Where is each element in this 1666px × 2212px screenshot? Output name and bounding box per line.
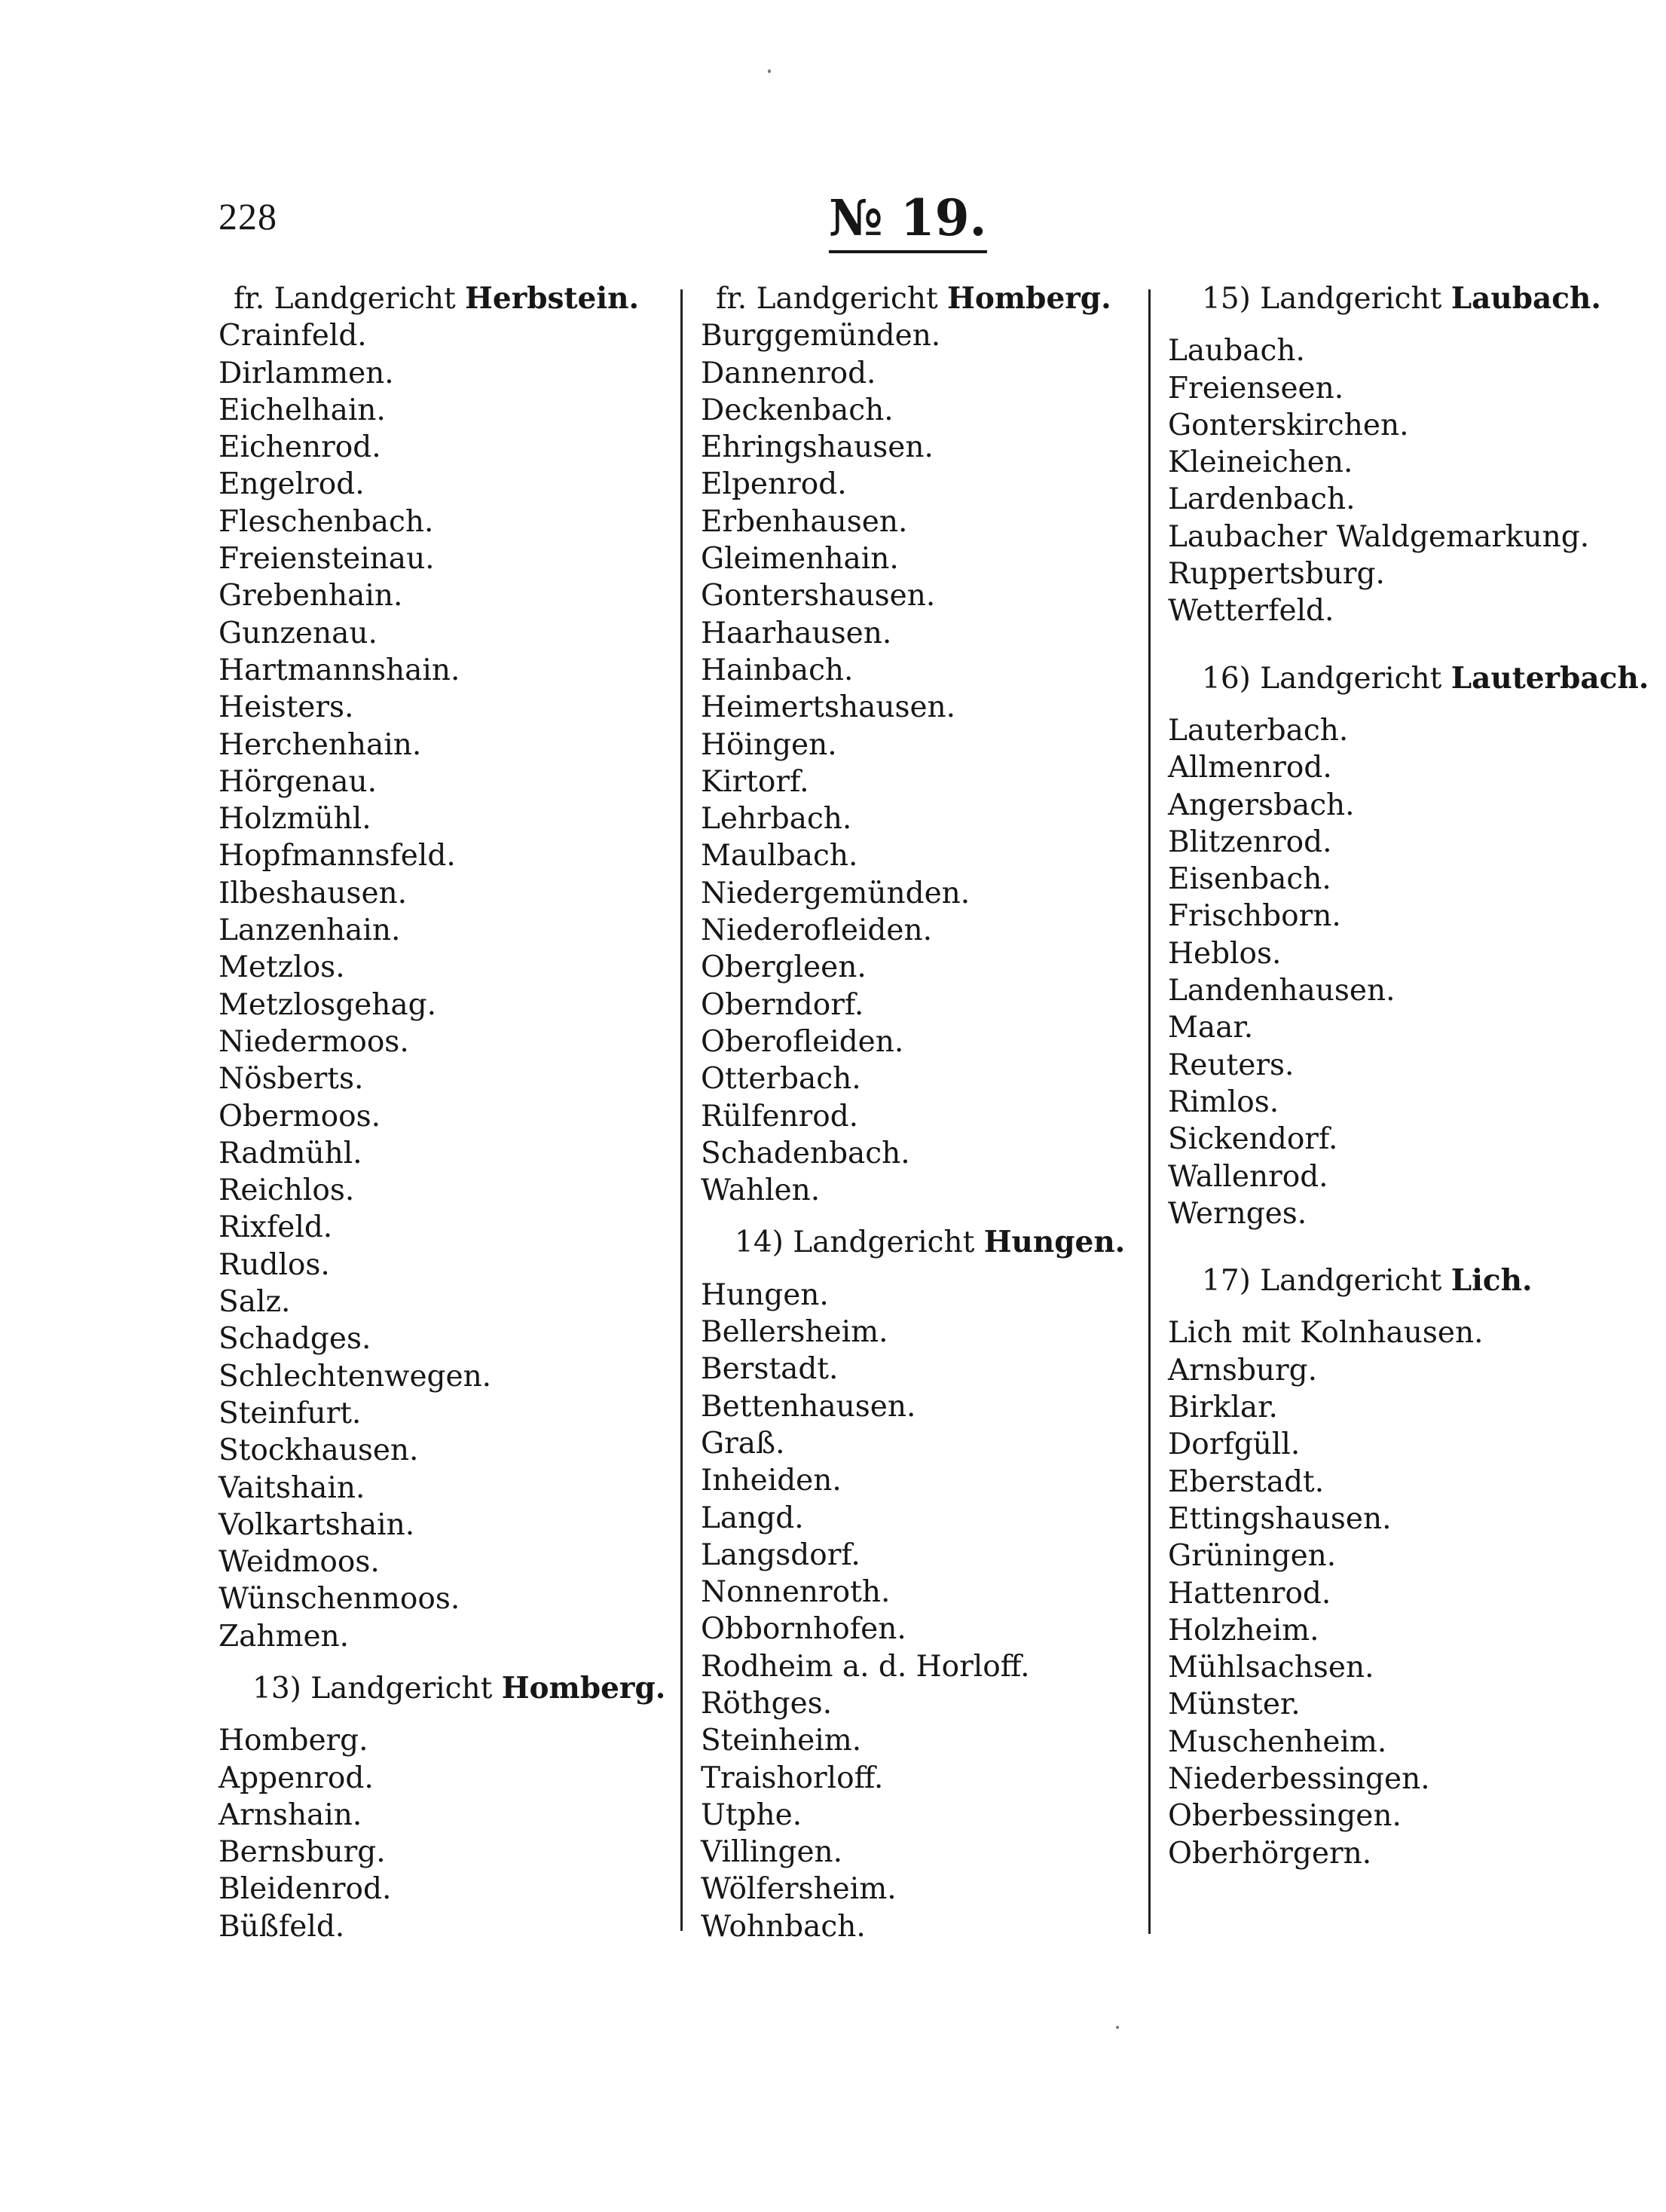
list-item: Blitzenrod. xyxy=(1168,825,1332,859)
heading-label: Landgericht xyxy=(756,282,938,316)
list-item: Kirtorf. xyxy=(701,764,809,799)
list-item: Rixfeld. xyxy=(219,1210,333,1245)
list-item: Bleidenrod. xyxy=(219,1872,392,1907)
list-item: Heimertshausen. xyxy=(701,690,956,725)
heading-label: Landgericht xyxy=(1260,661,1442,696)
list-item: Lauterbach. xyxy=(1168,713,1349,748)
list-item: Bettenhausen. xyxy=(701,1389,916,1424)
column-2 xyxy=(701,280,1130,1945)
heading-label: Landgericht xyxy=(1260,282,1442,316)
list-item: Gontershausen. xyxy=(701,579,936,613)
list-item: Zahmen. xyxy=(219,1619,350,1654)
list-item: Lardenbach. xyxy=(1168,482,1356,517)
heading-prefix: 14) xyxy=(735,1225,784,1260)
list-item: Obermoos. xyxy=(219,1099,381,1134)
list-item: Ehringshausen. xyxy=(701,430,934,465)
list-item: Nösberts. xyxy=(219,1062,364,1097)
heading-court: Lich. xyxy=(1450,1263,1533,1299)
list-item: Grüningen. xyxy=(1168,1539,1337,1574)
list-item: Schadenbach. xyxy=(701,1136,910,1170)
list-item: Wohnbach. xyxy=(701,1909,866,1944)
list-item: Engelrod. xyxy=(219,467,365,502)
list-item: Oberofleiden. xyxy=(701,1024,904,1059)
list-item: Holzheim. xyxy=(1168,1613,1319,1648)
list-item: Rülfenrod. xyxy=(701,1099,859,1134)
list-item: Weidmoos. xyxy=(219,1545,380,1580)
list-item: Höingen. xyxy=(701,727,837,762)
list-item: Deckenbach. xyxy=(701,393,894,427)
list-item: Herchenhain. xyxy=(219,727,422,762)
list-item: Gunzenau. xyxy=(219,616,378,650)
list-item: Frischborn. xyxy=(1168,899,1341,934)
list-item: Traishorloff. xyxy=(701,1761,884,1795)
print-speck xyxy=(1116,2026,1119,2029)
list-item: Ilbeshausen. xyxy=(219,876,408,910)
list-item: Gonterskirchen. xyxy=(1168,408,1409,442)
entry-list xyxy=(1168,332,1620,629)
list-item: Erbenhausen. xyxy=(701,504,908,539)
list-item: Niederofleiden. xyxy=(701,913,932,948)
list-item: Vaitshain. xyxy=(219,1470,365,1505)
list-item: Otterbach. xyxy=(701,1062,861,1097)
column-3 xyxy=(1168,280,1649,1872)
print-speck xyxy=(768,69,771,73)
list-item: Fleschenbach. xyxy=(219,504,434,539)
list-item: Schlechtenwegen. xyxy=(219,1359,492,1394)
list-item: Arnsburg. xyxy=(1168,1353,1318,1387)
list-item: Gleimenhain. xyxy=(701,542,899,577)
heading-prefix: 13) xyxy=(252,1671,301,1706)
list-item: Wünschenmoos. xyxy=(219,1582,460,1617)
heading-court: Herbstein. xyxy=(465,281,640,316)
heading-prefix: 17) xyxy=(1202,1264,1251,1299)
heading-prefix: fr. xyxy=(234,282,265,316)
section-heading-lauterbach xyxy=(1168,660,1649,697)
list-item: Lehrbach. xyxy=(701,802,852,837)
list-item: Obbornhofen. xyxy=(701,1612,906,1647)
entry-list xyxy=(701,1277,1130,1945)
heading-court: Homberg. xyxy=(501,1670,666,1706)
list-item: Lanzenhain. xyxy=(219,913,401,948)
list-item: Mühlsachsen. xyxy=(1168,1651,1374,1685)
list-item: Landenhausen. xyxy=(1168,974,1395,1008)
list-item: Metzlos. xyxy=(219,950,345,985)
list-item: Bellersheim. xyxy=(701,1315,888,1350)
list-item: Arnshain. xyxy=(219,1797,362,1832)
list-item: Rimlos. xyxy=(1168,1085,1279,1119)
list-item: Münster. xyxy=(1168,1687,1301,1722)
list-item: Kleineichen. xyxy=(1168,445,1353,480)
list-item: Holzmühl. xyxy=(219,802,371,837)
list-item: Obergleen. xyxy=(701,950,867,985)
list-item: Muschenheim. xyxy=(1168,1724,1387,1759)
list-item: Dirlammen. xyxy=(219,356,394,390)
list-item: Birklar. xyxy=(1168,1391,1278,1425)
column-1 xyxy=(219,280,666,1945)
list-item: Reichlos. xyxy=(219,1173,355,1208)
list-item: Wölfersheim. xyxy=(701,1872,897,1907)
list-item: Laubach. xyxy=(1168,334,1305,369)
list-item: Elpenrod. xyxy=(701,467,847,502)
list-item: Oberbessingen. xyxy=(1168,1799,1402,1834)
list-item: Hartmannshain. xyxy=(219,653,460,687)
heading-prefix: 15) xyxy=(1202,282,1251,316)
list-item: Burggemünden. xyxy=(701,319,941,353)
list-item: Heblos. xyxy=(1168,936,1282,971)
heading-label: Landgericht xyxy=(310,1671,493,1706)
list-item: Homberg. xyxy=(219,1724,368,1758)
heading-court: Lauterbach. xyxy=(1450,660,1649,696)
list-item: Wahlen. xyxy=(701,1173,821,1208)
list-item: Crainfeld. xyxy=(219,319,367,353)
section-heading-lich xyxy=(1168,1262,1620,1299)
heading-prefix: fr. xyxy=(716,282,747,316)
heading-prefix: 16) xyxy=(1202,661,1251,696)
list-item: Eichenrod. xyxy=(219,430,381,465)
list-item: Villingen. xyxy=(701,1835,843,1870)
list-item: Wallenrod. xyxy=(1168,1159,1328,1194)
list-item: Langd. xyxy=(701,1501,804,1535)
heading-court: Laubach. xyxy=(1450,281,1601,316)
list-item: Ruppertsburg. xyxy=(1168,557,1385,592)
page-number: 228 xyxy=(219,195,277,237)
list-item: Eisenbach. xyxy=(1168,862,1331,897)
list-item: Steinfurt. xyxy=(219,1396,362,1430)
list-item: Utphe. xyxy=(701,1797,802,1832)
list-item: Allmenrod. xyxy=(1168,751,1332,785)
list-item: Radmühl. xyxy=(219,1136,362,1170)
entry-list xyxy=(1168,1314,1620,1871)
column-rule xyxy=(680,289,683,1931)
list-item: Oberhörgern. xyxy=(1168,1836,1372,1871)
list-item: Niedergemünden. xyxy=(701,876,971,910)
section-heading-hungen xyxy=(701,1224,1130,1261)
list-item: Rudlos. xyxy=(219,1247,330,1282)
list-item: Wetterfeld. xyxy=(1168,594,1334,629)
list-item: Büßfeld. xyxy=(219,1909,345,1944)
list-item: Maulbach. xyxy=(701,839,858,873)
list-item: Angersbach. xyxy=(1168,788,1355,822)
list-item: Freienseen. xyxy=(1168,371,1344,405)
entry-list xyxy=(1168,712,1620,1232)
heading-court: Hungen. xyxy=(983,1225,1126,1260)
list-item: Reuters. xyxy=(1168,1048,1295,1082)
section-heading-laubach xyxy=(1168,280,1620,317)
list-item: Wernges. xyxy=(1168,1196,1307,1231)
list-item: Maar. xyxy=(1168,1011,1254,1045)
list-item: Lich mit Kolnhausen. xyxy=(1168,1316,1484,1351)
list-item: Grebenhain. xyxy=(219,579,403,613)
list-item: Dorfgüll. xyxy=(1168,1427,1301,1462)
list-item: Laubacher Waldgemarkung. xyxy=(1168,519,1590,554)
list-item: Bernsburg. xyxy=(219,1835,386,1870)
section-heading-homberg-continued xyxy=(701,280,1130,317)
list-item: Nonnenroth. xyxy=(701,1575,891,1610)
list-item: Inheiden. xyxy=(701,1464,842,1498)
list-item: Graß. xyxy=(701,1426,785,1461)
list-item: Hungen. xyxy=(701,1277,829,1312)
list-item: Dannenrod. xyxy=(701,356,876,390)
entry-list xyxy=(219,1722,648,1945)
heading-label: Landgericht xyxy=(274,282,456,316)
list-item: Eichelhain. xyxy=(219,393,386,427)
list-item: Eberstadt. xyxy=(1168,1464,1325,1499)
heading-label: Landgericht xyxy=(1260,1264,1442,1299)
list-item: Niederbessingen. xyxy=(1168,1761,1430,1796)
section-heading-homberg xyxy=(219,1670,666,1707)
heading-court: Homberg. xyxy=(947,281,1111,316)
entry-list xyxy=(219,317,648,1655)
list-item: Hopfmannsfeld. xyxy=(219,839,456,873)
list-item: Rodheim a. d. Horloff. xyxy=(701,1649,1030,1684)
list-item: Metzlosgehag. xyxy=(219,987,436,1022)
list-item: Hainbach. xyxy=(701,653,854,687)
list-item: Langsdorf. xyxy=(701,1537,861,1572)
entry-list xyxy=(701,317,1130,1209)
list-item: Volkartshain. xyxy=(219,1507,415,1542)
list-item: Berstadt. xyxy=(701,1352,839,1387)
list-item: Stockhausen. xyxy=(219,1433,419,1468)
list-item: Hörgenau. xyxy=(219,764,378,799)
list-item: Niedermoos. xyxy=(219,1024,409,1059)
list-item: Oberndorf. xyxy=(701,987,864,1022)
list-item: Schadges. xyxy=(219,1322,371,1357)
list-item: Appenrod. xyxy=(219,1761,374,1795)
list-item: Heisters. xyxy=(219,690,354,725)
list-item: Freiensteinau. xyxy=(219,542,435,577)
column-rule xyxy=(1148,289,1151,1934)
list-item: Ettingshausen. xyxy=(1168,1501,1392,1536)
issue-number: № 19. xyxy=(829,188,987,253)
list-item: Salz. xyxy=(219,1285,291,1320)
list-item: Sickendorf. xyxy=(1168,1122,1338,1157)
heading-label: Landgericht xyxy=(793,1225,975,1260)
list-item: Röthges. xyxy=(701,1686,833,1721)
list-item: Hattenrod. xyxy=(1168,1576,1331,1611)
list-item: Haarhausen. xyxy=(701,616,892,650)
section-heading-herbstein xyxy=(219,280,648,317)
list-item: Steinheim. xyxy=(701,1724,862,1758)
